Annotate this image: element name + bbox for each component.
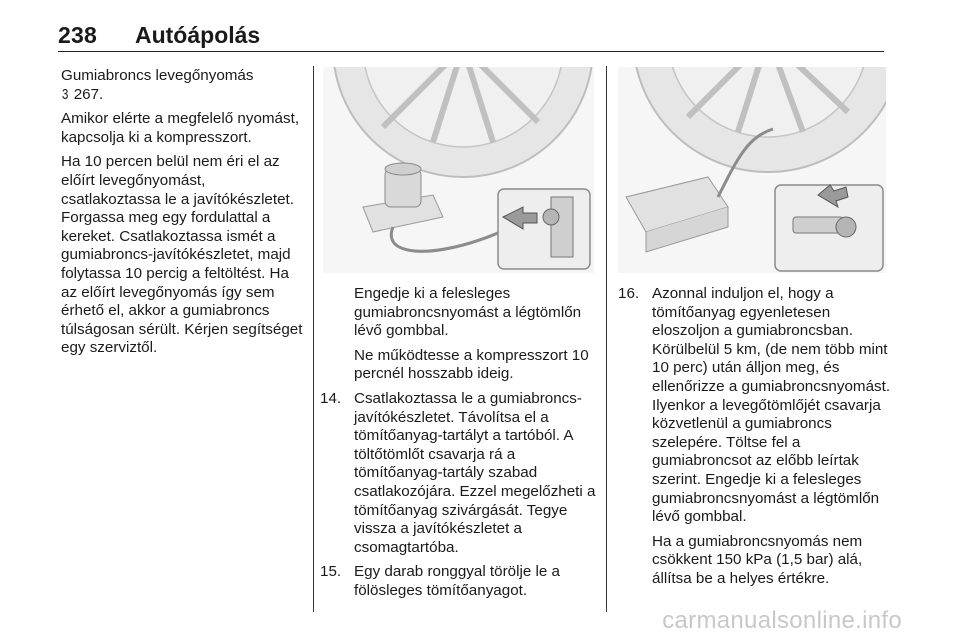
- column-divider: [313, 66, 314, 612]
- list-item: [320, 563, 600, 600]
- paragraph: Ha a gumiabroncsnyomás nem csökkent 150 kPa (1,5 bar) alá, állítsa be a helyes értékre.: [652, 532, 863, 587]
- watermark: carmanualsonline.info: [662, 607, 902, 634]
- paragraph: Engedje ki a felesleges gumiabroncsnyomást a légtömlőn lévő gombbal.: [354, 285, 582, 340]
- illustration-compressor-wheel: [323, 67, 594, 273]
- list-item-text: Csatlakoztassa le a gumiabroncs-javítókészletet. Távolítsa el a tömítőanyag-tartályt a tartóból. A töltőtömlőt csavarja rá a tömítőanyag-tartály szabad csatlakozójára. Ezzel megelőzheti a tömítőanyag szivárgását. Tegye vissza a javítókészletet a csomagtartóba.: [354, 389, 596, 556]
- column-right: [618, 285, 892, 595]
- list-item: [320, 390, 600, 557]
- list-item-number: 14.: [320, 389, 342, 407]
- list-item-text: Egy darab ronggyal törölje le a fölösleges tömítőanyagot.: [354, 563, 561, 599]
- header-rule: [58, 51, 884, 52]
- column-divider: [606, 66, 607, 612]
- paragraph-text: Gumiabroncs levegőnyomás: [61, 67, 254, 84]
- reference-page[interactable]: 267.: [73, 85, 104, 103]
- page-number: 238: [58, 22, 97, 48]
- list-item-text: Azonnal induljon el, hogy a tömítőanyag egyenletesen eloszoljon a gumiabroncsban. Körülbelül 5 km, (de nem több mint 10 perc) után álljon meg, és ellenőrizze a gumiabroncsnyomást. Ilyenkor a levegőtömlőjét csavarja közvetlenül a gumiabroncs szelepére. Töltse fel a gumiabroncsot az előbb leírtak szerint. Engedje ki a felesleges gumiabroncsnyomást a légtömlőn lévő gombbal.: [652, 285, 891, 526]
- page-title: Autóápolás: [134, 22, 261, 48]
- illustration-valve-connection: [618, 67, 886, 273]
- paragraph: Ne működtesse a kompresszort 10 percnél hosszabb ideig.: [354, 346, 589, 383]
- column-left: [61, 67, 305, 364]
- list-item: [618, 285, 892, 527]
- paragraph: Amikor elérte a megfelelő nyomást, kapcsolja ki a kompresszort.: [61, 110, 300, 146]
- paragraph: [61, 67, 305, 104]
- reference-symbol: 3: [62, 85, 69, 103]
- page-header: [58, 22, 260, 49]
- list-item-number: 15.: [320, 563, 342, 581]
- column-middle: [320, 285, 600, 607]
- list-item-number: 16.: [618, 285, 640, 302]
- paragraph: Ha 10 percen belül nem éri el az előírt levegőnyomást, csatlakoztassa le a javítókészletet. Forgassa meg egy fordulattal a kereket. Csatlakoztassa ismét a gumiabroncs-javítókészletet, majd folytassa 10 percig a feltöltést. Ha az előírt levegőnyomás így sem érhető el, akkor a gumiabroncs túlságosan sérült. Kérjen segítséget egy szerviztől.: [61, 153, 303, 357]
